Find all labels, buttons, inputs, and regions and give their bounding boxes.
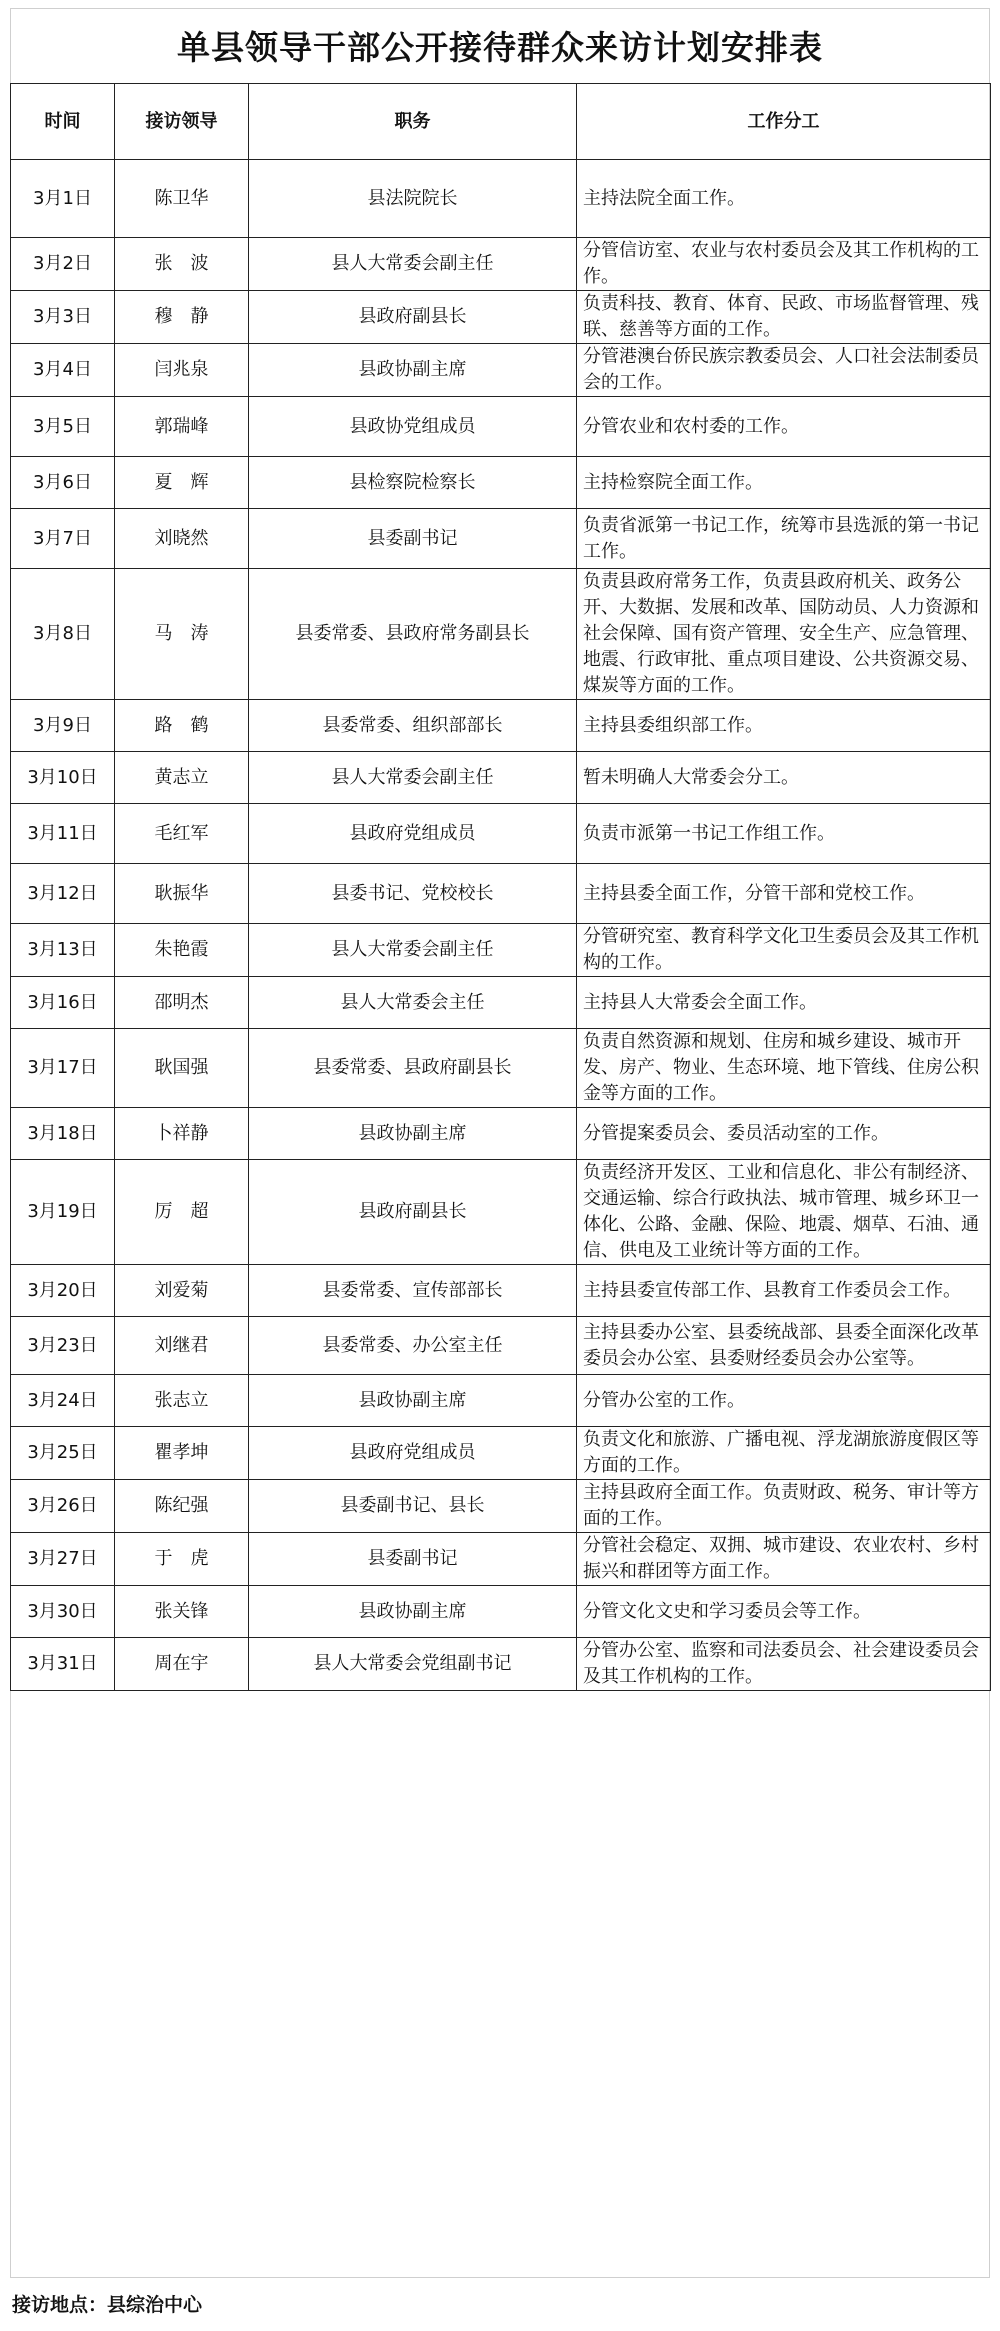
- row-duty: 分管农业和农村委的工作。: [577, 397, 991, 457]
- row-leader: 毛红军: [115, 804, 249, 864]
- table-row: [11, 397, 991, 457]
- row-leader: 张志立: [115, 1375, 249, 1427]
- table-row: [11, 344, 991, 397]
- row-position: 县政府副县长: [249, 1160, 577, 1265]
- row-date: 3月13日: [11, 924, 115, 977]
- row-duty: 分管文化文史和学习委员会等工作。: [577, 1586, 991, 1638]
- header-position: 职务: [249, 84, 577, 160]
- schedule-table: [10, 83, 991, 1691]
- row-leader: 瞿孝坤: [115, 1427, 249, 1480]
- table-row: [11, 1480, 991, 1533]
- row-leader: 路 鹤: [115, 700, 249, 752]
- table-row: [11, 1638, 991, 1691]
- row-date: 3月6日: [11, 457, 115, 509]
- row-duty: 主持县人大常委会全面工作。: [577, 977, 991, 1029]
- row-date: 3月18日: [11, 1108, 115, 1160]
- table-row: [11, 1533, 991, 1586]
- table-row: [11, 160, 991, 238]
- header-duty: 工作分工: [577, 84, 991, 160]
- table-row: [11, 804, 991, 864]
- table-row: [11, 1586, 991, 1638]
- row-date: 3月26日: [11, 1480, 115, 1533]
- table-row: [11, 977, 991, 1029]
- row-leader: 耿国强: [115, 1029, 249, 1108]
- row-leader: 耿振华: [115, 864, 249, 924]
- table-row: [11, 1375, 991, 1427]
- table-row: [11, 238, 991, 291]
- row-leader: 夏 辉: [115, 457, 249, 509]
- row-date: 3月31日: [11, 1638, 115, 1691]
- row-position: 县委副书记: [249, 509, 577, 569]
- row-duty: 主持县委组织部工作。: [577, 700, 991, 752]
- row-position: 县检察院检察长: [249, 457, 577, 509]
- table-body: [11, 160, 991, 1691]
- row-duty: 负责自然资源和规划、住房和城乡建设、城市开发、房产、物业、生态环境、地下管线、住房公积金等方面的工作。: [577, 1029, 991, 1108]
- row-duty: 负责市派第一书记工作组工作。: [577, 804, 991, 864]
- row-date: 3月25日: [11, 1427, 115, 1480]
- page-title: 单县领导干部公开接待群众来访计划安排表: [177, 28, 823, 67]
- row-position: 县人大常委会副主任: [249, 924, 577, 977]
- row-position: 县人大常委会党组副书记: [249, 1638, 577, 1691]
- header-date: 时间: [11, 84, 115, 160]
- row-duty: 负责省派第一书记工作，统筹市县选派的第一书记工作。: [577, 509, 991, 569]
- row-date: 3月7日: [11, 509, 115, 569]
- row-position: 县委副书记、县长: [249, 1480, 577, 1533]
- row-date: 3月17日: [11, 1029, 115, 1108]
- row-leader: 黄志立: [115, 752, 249, 804]
- header-leader: 接访领导: [115, 84, 249, 160]
- table-row: [11, 509, 991, 569]
- row-leader: 郭瑞峰: [115, 397, 249, 457]
- row-position: 县委书记、党校校长: [249, 864, 577, 924]
- row-leader: 朱艳霞: [115, 924, 249, 977]
- table-row: [11, 569, 991, 700]
- row-duty: 分管办公室、监察和司法委员会、社会建设委员会及其工作机构的工作。: [577, 1638, 991, 1691]
- row-date: 3月12日: [11, 864, 115, 924]
- row-leader: 穆 静: [115, 291, 249, 344]
- row-leader: 卜祥静: [115, 1108, 249, 1160]
- row-duty: 分管办公室的工作。: [577, 1375, 991, 1427]
- row-leader: 邵明杰: [115, 977, 249, 1029]
- table-row: [11, 291, 991, 344]
- row-duty: 主持检察院全面工作。: [577, 457, 991, 509]
- table-row: [11, 457, 991, 509]
- table-row: [11, 864, 991, 924]
- row-duty: 主持县委办公室、县委统战部、县委全面深化改革委员会办公室、县委财经委员会办公室等。: [577, 1317, 991, 1375]
- row-duty: 主持县政府全面工作。负责财政、税务、审计等方面的工作。: [577, 1480, 991, 1533]
- table-row: [11, 1108, 991, 1160]
- row-leader: 陈卫华: [115, 160, 249, 238]
- row-position: 县委常委、组织部部长: [249, 700, 577, 752]
- row-duty: 分管社会稳定、双拥、城市建设、农业农村、乡村振兴和群团等方面工作。: [577, 1533, 991, 1586]
- row-position: 县委常委、县政府常务副县长: [249, 569, 577, 700]
- table-row: [11, 752, 991, 804]
- row-position: 县委常委、县政府副县长: [249, 1029, 577, 1108]
- table-header-row: [11, 84, 991, 160]
- row-position: 县政协副主席: [249, 1108, 577, 1160]
- table-row: [11, 924, 991, 977]
- row-position: 县政府党组成员: [249, 1427, 577, 1480]
- row-duty: 负责文化和旅游、广播电视、浮龙湖旅游度假区等方面的工作。: [577, 1427, 991, 1480]
- row-position: 县委常委、办公室主任: [249, 1317, 577, 1375]
- row-date: 3月9日: [11, 700, 115, 752]
- row-date: 3月19日: [11, 1160, 115, 1265]
- row-duty: 分管信访室、农业与农村委员会及其工作机构的工作。: [577, 238, 991, 291]
- row-duty: 主持县委宣传部工作、县教育工作委员会工作。: [577, 1265, 991, 1317]
- row-leader: 刘爱菊: [115, 1265, 249, 1317]
- row-duty: 分管港澳台侨民族宗教委员会、人口社会法制委员会的工作。: [577, 344, 991, 397]
- row-duty: 暂未明确人大常委会分工。: [577, 752, 991, 804]
- row-duty: 分管提案委员会、委员活动室的工作。: [577, 1108, 991, 1160]
- row-leader: 陈纪强: [115, 1480, 249, 1533]
- row-position: 县人大常委会副主任: [249, 752, 577, 804]
- row-position: 县人大常委会副主任: [249, 238, 577, 291]
- row-leader: 于 虎: [115, 1533, 249, 1586]
- row-duty: 主持县委全面工作，分管干部和党校工作。: [577, 864, 991, 924]
- row-date: 3月1日: [11, 160, 115, 238]
- row-date: 3月4日: [11, 344, 115, 397]
- row-position: 县委副书记: [249, 1533, 577, 1586]
- row-duty: 主持法院全面工作。: [577, 160, 991, 238]
- row-date: 3月30日: [11, 1586, 115, 1638]
- row-duty: 负责县政府常务工作，负责县政府机关、政务公开、大数据、发展和改革、国防动员、人力资源和社会保障、国有资产管理、安全生产、应急管理、地震、行政审批、重点项目建设、公共资源交易、煤炭等方面的工作。: [577, 569, 991, 700]
- table-row: [11, 1029, 991, 1108]
- row-leader: 厉 超: [115, 1160, 249, 1265]
- row-date: 3月20日: [11, 1265, 115, 1317]
- row-position: 县政协党组成员: [249, 397, 577, 457]
- row-position: 县政协副主席: [249, 1375, 577, 1427]
- row-leader: 马 涛: [115, 569, 249, 700]
- row-date: 3月23日: [11, 1317, 115, 1375]
- row-leader: 刘晓然: [115, 509, 249, 569]
- row-duty: 负责科技、教育、体育、民政、市场监督管理、残联、慈善等方面的工作。: [577, 291, 991, 344]
- table-row: [11, 1160, 991, 1265]
- row-date: 3月3日: [11, 291, 115, 344]
- row-date: 3月10日: [11, 752, 115, 804]
- row-date: 3月5日: [11, 397, 115, 457]
- row-date: 3月27日: [11, 1533, 115, 1586]
- row-position: 县人大常委会主任: [249, 977, 577, 1029]
- row-date: 3月24日: [11, 1375, 115, 1427]
- row-leader: 张 波: [115, 238, 249, 291]
- row-leader: 张关锋: [115, 1586, 249, 1638]
- table-row: [11, 700, 991, 752]
- table-row: [11, 1427, 991, 1480]
- row-date: 3月16日: [11, 977, 115, 1029]
- row-position: 县政府党组成员: [249, 804, 577, 864]
- row-position: 县委常委、宣传部部长: [249, 1265, 577, 1317]
- row-leader: 刘继君: [115, 1317, 249, 1375]
- row-date: 3月8日: [11, 569, 115, 700]
- table-row: [11, 1317, 991, 1375]
- row-position: 县政府副县长: [249, 291, 577, 344]
- row-date: 3月11日: [11, 804, 115, 864]
- visit-location-note: 接访地点：县综治中心: [12, 2294, 203, 2316]
- table-row: [11, 1265, 991, 1317]
- row-position: 县法院院长: [249, 160, 577, 238]
- row-leader: 闫兆泉: [115, 344, 249, 397]
- row-leader: 周在宇: [115, 1638, 249, 1691]
- row-duty: 分管研究室、教育科学文化卫生委员会及其工作机构的工作。: [577, 924, 991, 977]
- row-position: 县政协副主席: [249, 344, 577, 397]
- row-duty: 负责经济开发区、工业和信息化、非公有制经济、交通运输、综合行政执法、城市管理、城乡环卫一体化、公路、金融、保险、地震、烟草、石油、通信、供电及工业统计等方面的工作。: [577, 1160, 991, 1265]
- row-position: 县政协副主席: [249, 1586, 577, 1638]
- row-date: 3月2日: [11, 238, 115, 291]
